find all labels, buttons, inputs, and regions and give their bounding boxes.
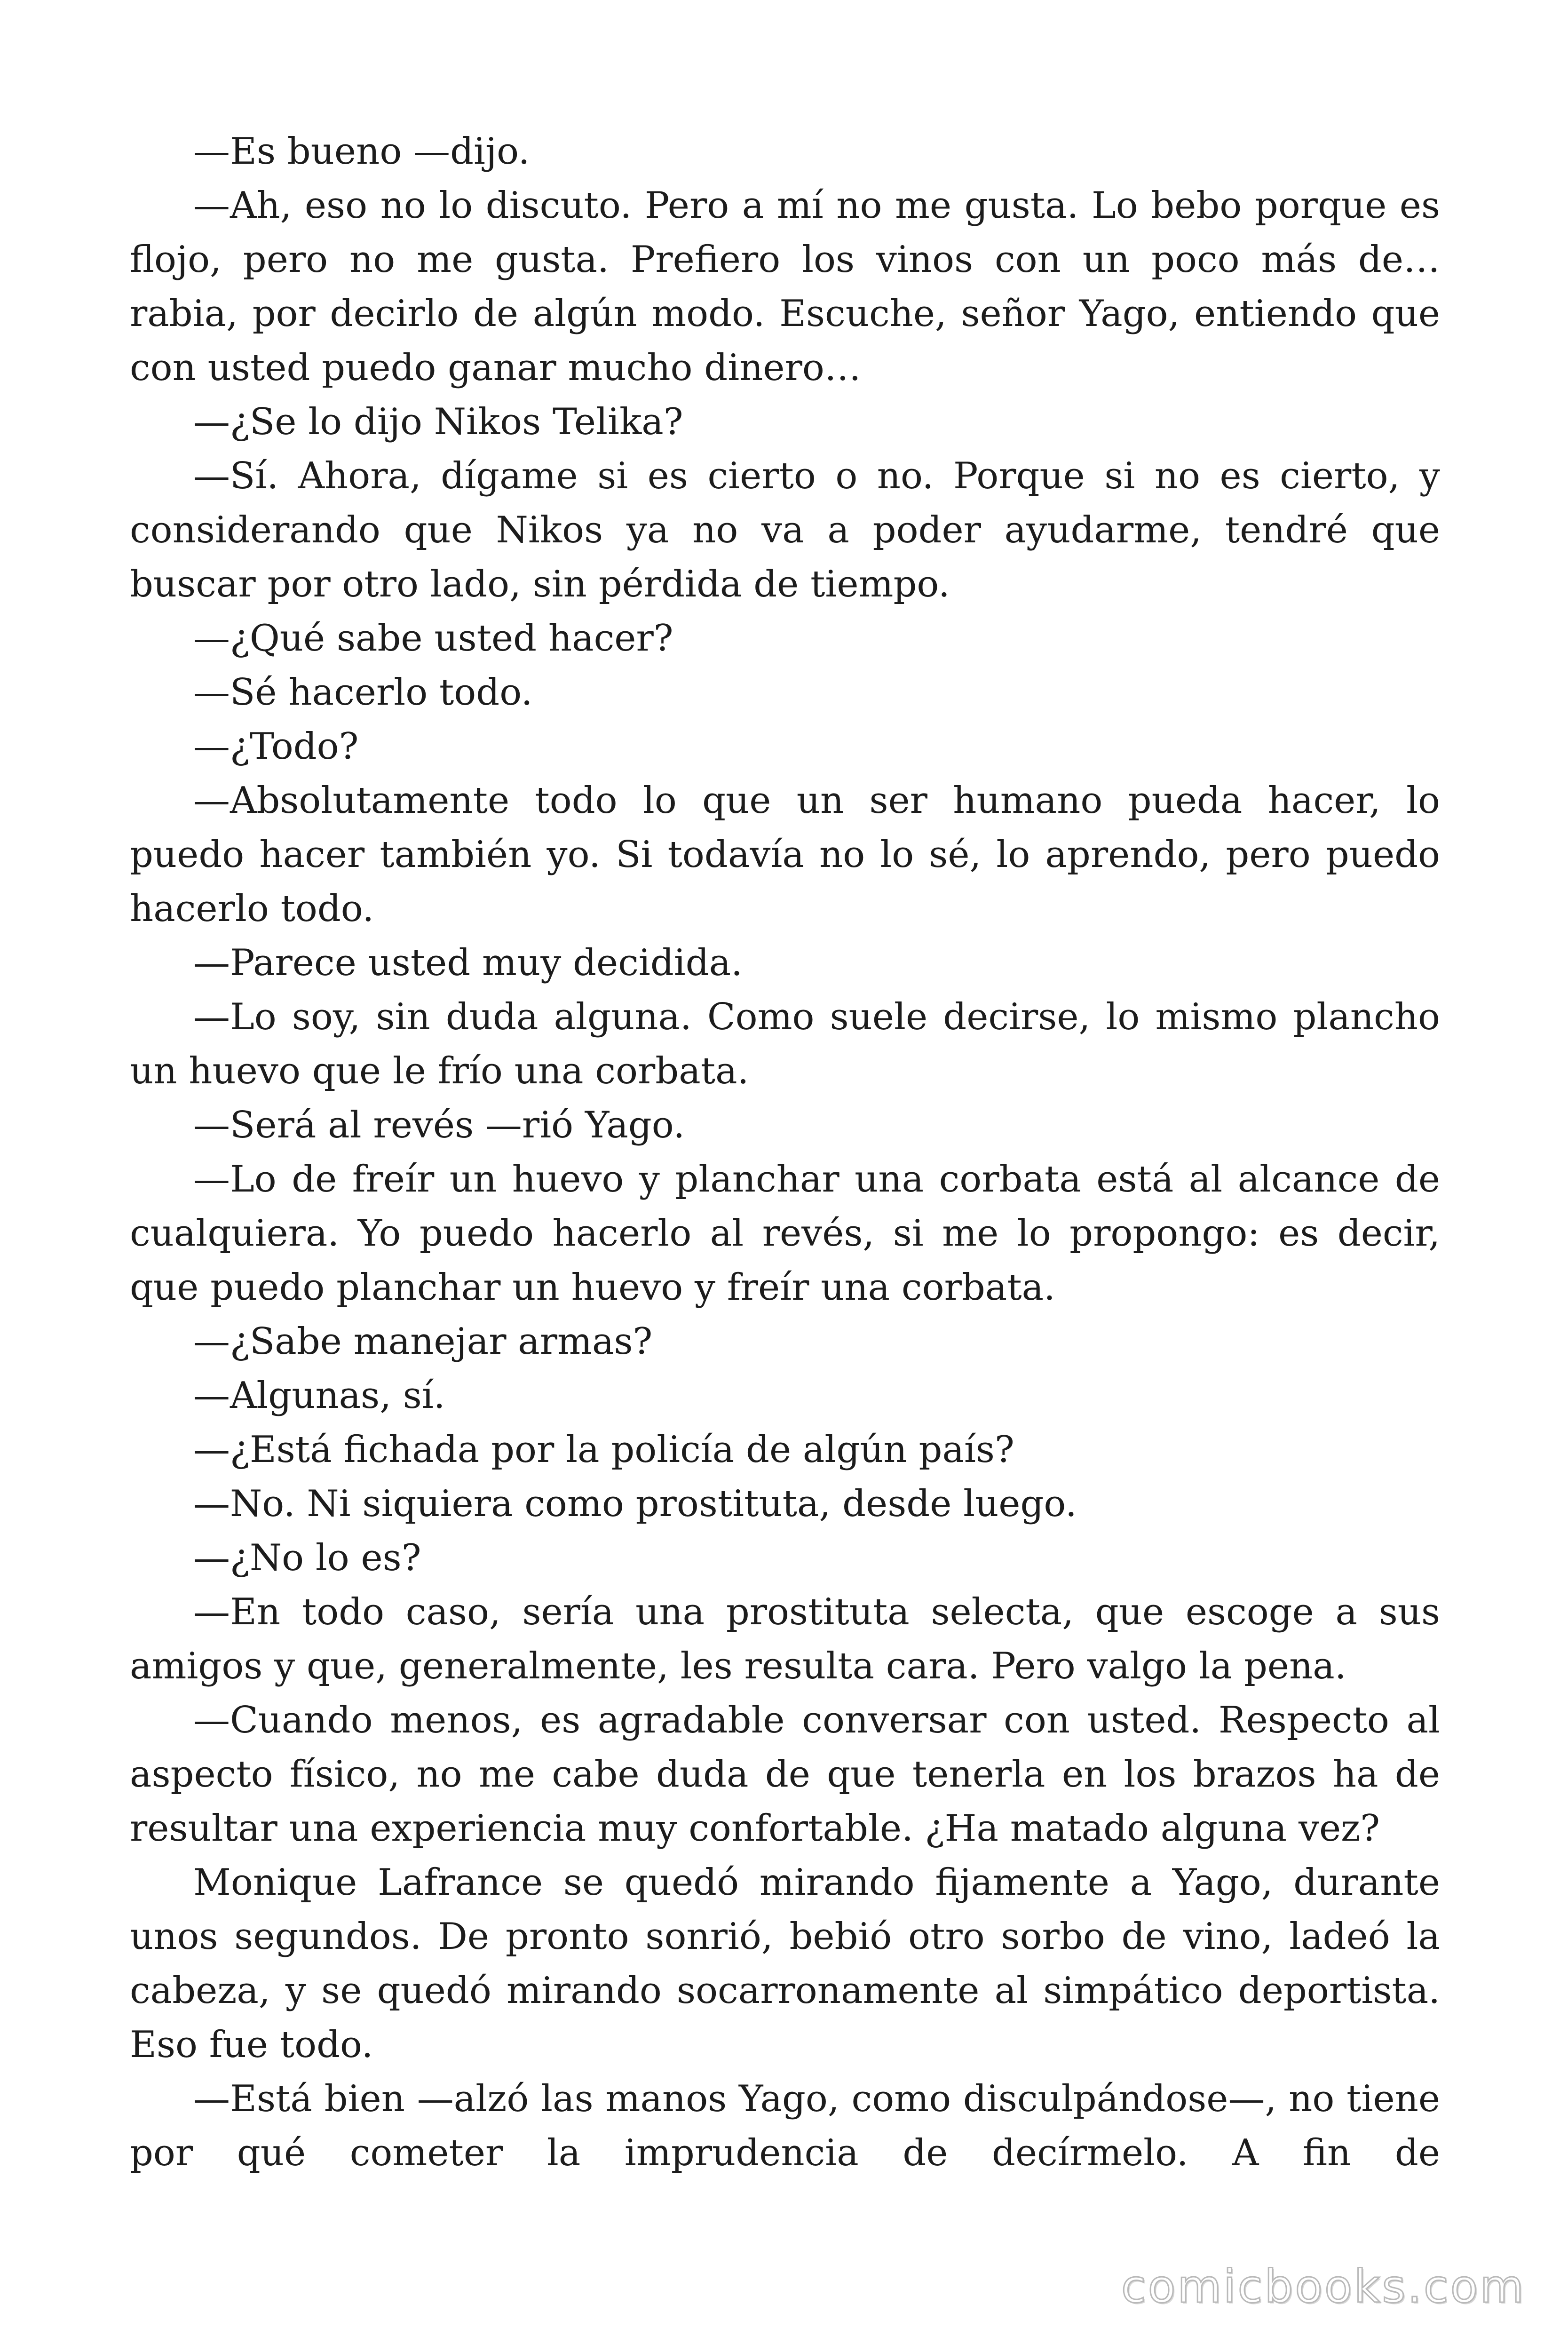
paragraph: —¿No lo es? xyxy=(193,1537,421,1579)
paragraph: —En todo caso, sería una prostituta selecta, que escoge a sus amigos y que, generalmente, les resulta cara. Pero valgo la pena. xyxy=(130,1591,1440,1687)
paragraph: —Lo de freír un huevo y planchar una corbata está al alcance de cualquiera. Yo puedo hacerlo al revés, si me lo propongo: es decir, que puedo planchar un huevo y freír una corbata. xyxy=(130,1158,1440,1309)
paragraph: —¿Sabe manejar armas? xyxy=(193,1320,653,1363)
paragraph: —Cuando menos, es agradable conversar con usted. Respecto al aspecto físico, no me cabe duda de que tenerla en los brazos ha de resultar una experiencia muy confortable. ¿Ha matado alguna vez? xyxy=(130,1699,1440,1850)
paragraph: —Será al revés —rió Yago. xyxy=(193,1104,685,1146)
paragraph: —¿Se lo dijo Nikos Telika? xyxy=(193,401,683,443)
paragraph: —¿Está fichada por la policía de algún país? xyxy=(193,1429,1014,1471)
paragraph: —Parece usted muy decidida. xyxy=(193,942,743,984)
paragraph: —Algunas, sí. xyxy=(193,1375,445,1417)
paragraph: —¿Qué sabe usted hacer? xyxy=(193,617,673,660)
watermark: comicbooks.com xyxy=(1121,2260,1526,2313)
paragraph: —Está bien —alzó las manos Yago, como disculpándose—, no tiene por qué cometer la imprudencia de decírmelo. A fin de xyxy=(130,2078,1440,2174)
paragraph: —No. Ni siquiera como prostituta, desde luego. xyxy=(193,1483,1077,1525)
paragraph: —Sí. Ahora, dígame si es cierto o no. Porque si no es cierto, y considerando que Nikos ya no va a poder ayudarme, tendré que buscar por otro lado, sin pérdida de tiempo. xyxy=(130,455,1440,605)
paragraph: —Absolutamente todo lo que un ser humano pueda hacer, lo puedo hacer también yo. Si todavía no lo sé, lo aprendo, pero puedo hacerlo todo. xyxy=(130,779,1440,930)
paragraph: —¿Todo? xyxy=(193,725,359,768)
page-text xyxy=(130,125,1440,2180)
paragraph: —Ah, eso no lo discuto. Pero a mí no me gusta. Lo bebo porque es flojo, pero no me gusta. Prefiero los vinos con un poco más de… rabia, por decirlo de algún modo. Escuche, señor Yago, entiendo que con usted puedo ganar mucho dinero… xyxy=(130,184,1440,389)
paragraph: —Es bueno —dijo. xyxy=(193,130,530,173)
paragraph: Monique Lafrance se quedó mirando fijamente a Yago, durante unos segundos. De pronto sonrió, bebió otro sorbo de vino, ladeó la cabeza, y se quedó mirando socarronamente al simpático deportista. Eso fue todo. xyxy=(130,1861,1440,2066)
paragraph: —Sé hacerlo todo. xyxy=(193,671,533,714)
paragraph: —Lo soy, sin duda alguna. Como suele decirse, lo mismo plancho un huevo que le frío una corbata. xyxy=(130,996,1440,1092)
